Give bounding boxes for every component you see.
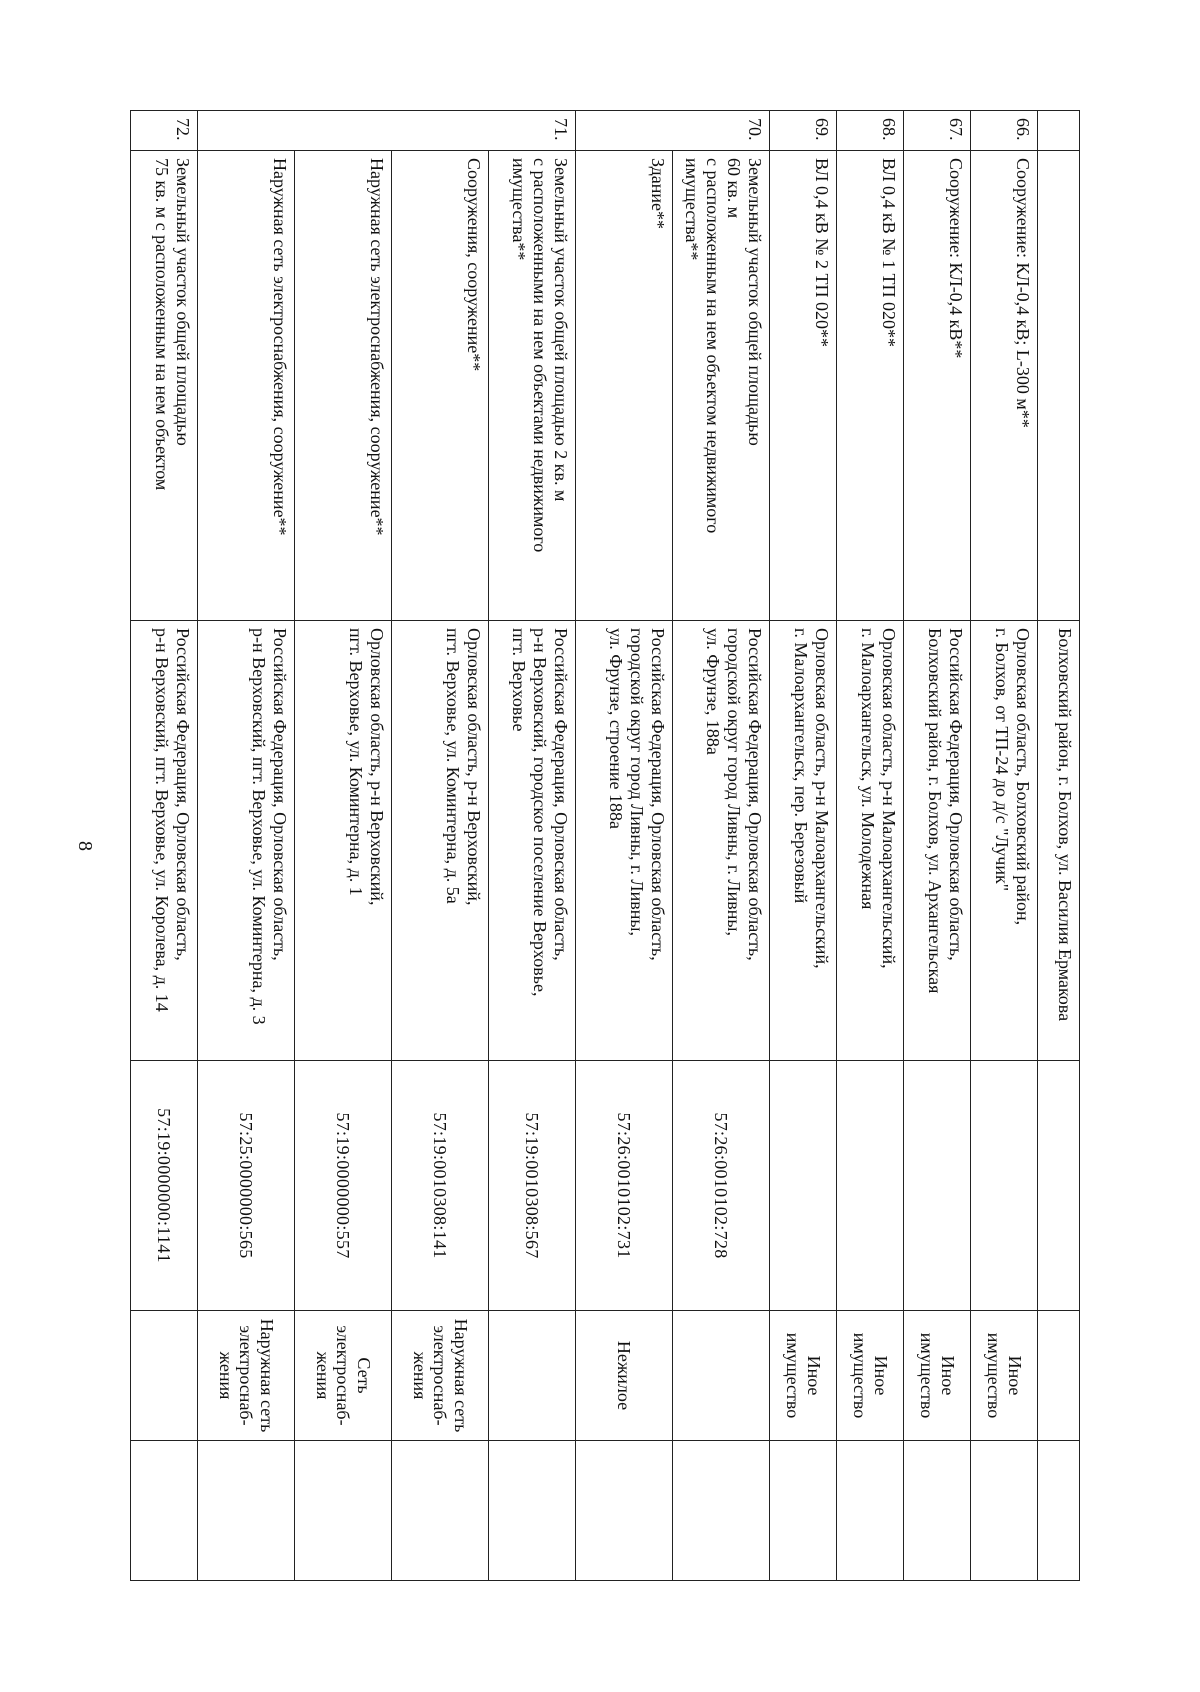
object-name-cell: Земельный участок общей площадью 2 кв. м с расположенными на нем объектами недвижимого имущества** [489,151,576,621]
table-row [904,111,971,1581]
table-row [837,111,904,1581]
cadastral-number-cell [1038,1061,1080,1311]
property-table [130,110,1080,1581]
address-cell: Российская Федерация, Орловская область, городской округ город Ливны, г. Ливны, ул. Фрунзе, 188а [673,621,770,1061]
row-number-cell: 67. [904,111,971,151]
object-name-cell: Сооружения, сооружение** [392,151,489,621]
cadastral-number-cell [904,1061,971,1311]
row-number-cell: 66. [971,111,1038,151]
cadastral-number-cell: 57:25:0000000:565 [198,1061,295,1311]
object-type-cell [673,1311,770,1441]
notes-cell [576,1441,673,1581]
notes-cell [295,1441,392,1581]
table-row [971,111,1038,1581]
address-cell: Российская Федерация, Орловская область, р-н Верховский, пгт. Верховье, ул. Коминтерна, д. 3 [198,621,295,1061]
table-row [392,111,489,1581]
notes-cell [489,1441,576,1581]
row-number-cell: 72. [131,111,198,151]
cadastral-number-cell: 57:19:0000000:557 [295,1061,392,1311]
object-name-cell: Земельный участок общей площадью 75 кв. м с расположенным на нем объектом [131,151,198,621]
notes-cell [904,1441,971,1581]
notes-cell [392,1441,489,1581]
address-cell: Орловская область, р-н Малоархангельский, г. Малоархангельск, пер. Березовый [770,621,837,1061]
cadastral-number-cell: 57:19:0010308:567 [489,1061,576,1311]
notes-cell [1038,1441,1080,1581]
object-name-cell: Сооружение: КЛ-0,4 кВ; L-300 м** [971,151,1038,621]
table-row [489,111,576,1581]
object-type-cell [1038,1311,1080,1441]
page-number: 8 [74,841,96,851]
cadastral-number-cell: 57:19:0000000:1141 [131,1061,198,1311]
object-name-cell: Здание** [576,151,673,621]
address-cell: Орловская область, р-н Верховский, пгт. Верховье, ул. Коминтерна, д. 5а [392,621,489,1061]
object-name-cell: Наружная сеть электроснабжения, сооружение** [295,151,392,621]
row-number-cell: 70. [576,111,770,151]
notes-cell [131,1441,198,1581]
cadastral-number-cell [971,1061,1038,1311]
table-row [198,111,295,1581]
row-number-cell: 69. [770,111,837,151]
table-row [1038,111,1080,1581]
table-row [295,111,392,1581]
address-cell: Болховский район, г. Болхов, ул. Василия Ермакова [1038,621,1080,1061]
object-type-cell: Наружная сеть электроснаб- жения [392,1311,489,1441]
object-name-cell: ВЛ 0,4 кВ № 1 ТП 020** [837,151,904,621]
address-cell: Орловская область, р-н Малоархангельский, г. Малоархангельск, ул. Молодежная [837,621,904,1061]
cadastral-number-cell: 57:26:0010102:728 [673,1061,770,1311]
object-name-cell: Земельный участок общей площадью 60 кв. м с расположенным на нем объектом недвижимого имущества** [673,151,770,621]
table-row [673,111,770,1581]
object-type-cell: Иное имущество [770,1311,837,1441]
cadastral-number-cell [837,1061,904,1311]
table-row [770,111,837,1581]
notes-cell [971,1441,1038,1581]
cadastral-number-cell: 57:26:0010102:731 [576,1061,673,1311]
notes-cell [198,1441,295,1581]
object-type-cell: Иное имущество [837,1311,904,1441]
address-cell: Российская Федерация, Орловская область, Болховский район, г. Болхов, ул. Архангельская [904,621,971,1061]
object-type-cell: Наружная сеть электроснаб- жения [198,1311,295,1441]
notes-cell [770,1441,837,1581]
table-row [576,111,673,1581]
row-number-cell [1038,111,1080,151]
address-cell: Российская Федерация, Орловская область, городской округ город Ливны, г. Ливны, ул. Фрунзе, строение 188а [576,621,673,1061]
address-cell: Российская Федерация, Орловская область, р-н Верховский, городское поселение Верховье, пгт. Верховье [489,621,576,1061]
address-cell: Орловская область, р-н Верховский, пгт. Верховье, ул. Коминтерна, д. 1 [295,621,392,1061]
table-row [131,111,198,1581]
object-type-cell [131,1311,198,1441]
object-name-cell [1038,151,1080,621]
row-number-cell: 68. [837,111,904,151]
object-type-cell: Иное имущество [971,1311,1038,1441]
address-cell: Орловская область, Болховский район, г. Болхов, от ТП-24 до д/с "Лучик" [971,621,1038,1061]
object-type-cell: Сеть электроснаб- жения [295,1311,392,1441]
object-type-cell: Иное имущество [904,1311,971,1441]
cadastral-number-cell: 57:19:0010308:141 [392,1061,489,1311]
document-table-container [140,110,1080,1580]
address-cell: Российская Федерация, Орловская область, р-н Верховский, пгт. Верховье, ул. Королева, д. 14 [131,621,198,1061]
object-type-cell: Нежилое [576,1311,673,1441]
object-name-cell: Наружная сеть электроснабжения, сооружение** [198,151,295,621]
object-name-cell: Сооружение: КЛ-0,4 кВ** [904,151,971,621]
cadastral-number-cell [770,1061,837,1311]
row-number-cell: 71. [198,111,576,151]
notes-cell [837,1441,904,1581]
object-name-cell: ВЛ 0,4 кВ № 2 ТП 020** [770,151,837,621]
notes-cell [673,1441,770,1581]
object-type-cell [489,1311,576,1441]
